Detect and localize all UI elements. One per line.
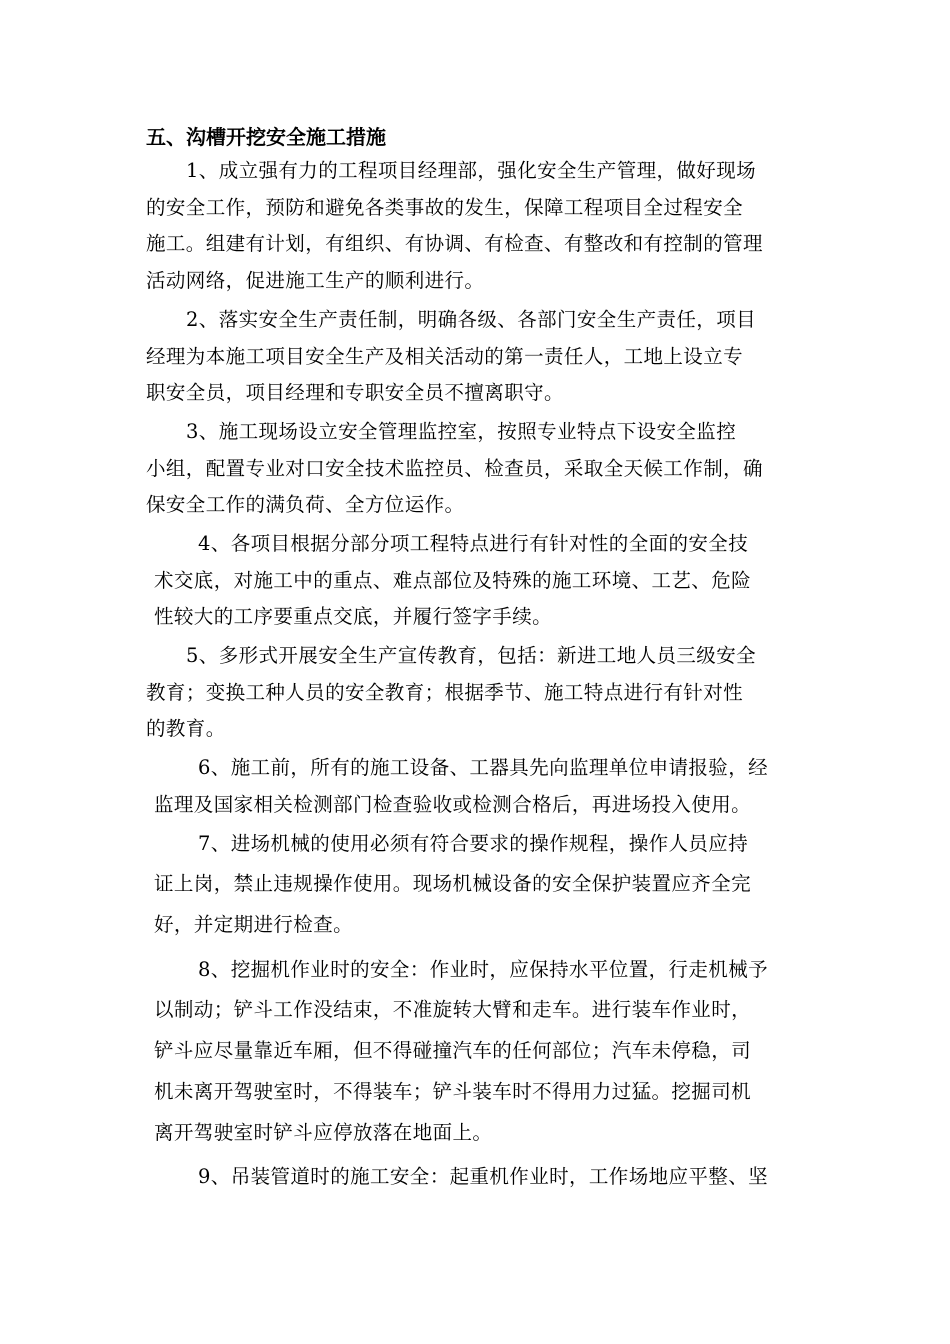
paragraph-1-line-2: 的安全工作，预防和避免各类事故的发生，保障工程项目全过程安全 xyxy=(146,196,744,219)
paragraph-6-line-2: 监理及国家相关检测部门检查验收或检测合格后，再进场投入使用。 xyxy=(154,793,752,816)
paragraph-3-line-1: 3、施工现场设立安全管理监控室，按照专业特点下设安全监控 xyxy=(186,420,737,443)
paragraph-8-line-3: 铲斗应尽量靠近车厢，但不得碰撞汽车的任何部位；汽车未停稳，司 xyxy=(154,1039,752,1062)
paragraph-2-line-1: 2、落实安全生产责任制，明确各级、各部门安全生产责任，项目 xyxy=(186,308,757,331)
paragraph-4-line-3: 性较大的工序要重点交底，并履行签字手续。 xyxy=(154,605,553,628)
paragraph-6-line-1: 6、施工前，所有的施工设备、工器具先向监理单位申请报验，经 xyxy=(198,756,769,779)
paragraph-3-line-2: 小组，配置专业对口安全技术监控员、检查员，采取全天候工作制，确 xyxy=(146,457,763,480)
paragraph-1-line-1: 1、成立强有力的工程项目经理部，强化安全生产管理，做好现场 xyxy=(186,159,757,182)
paragraph-8-line-5: 离开驾驶室时铲斗应停放落在地面上。 xyxy=(154,1121,493,1144)
paragraph-5-line-1: 5、多形式开展安全生产宣传教育，包括：新进工地人员三级安全 xyxy=(186,644,757,667)
paragraph-8-line-1: 8、挖掘机作业时的安全：作业时，应保持水平位置，行走机械予 xyxy=(198,958,769,981)
paragraph-7-line-3: 好，并定期进行检查。 xyxy=(154,913,354,936)
paragraph-7-line-1: 7、进场机械的使用必须有符合要求的操作规程，操作人员应持 xyxy=(198,832,749,855)
section-heading: 五、沟槽开挖安全施工措施 xyxy=(146,125,386,149)
paragraph-1-line-3: 施工。组建有计划，有组织、有协调、有检查、有整改和有控制的管理 xyxy=(146,232,763,255)
paragraph-2-line-3: 职安全员，项目经理和专职安全员不擅离职守。 xyxy=(146,381,564,404)
paragraph-4-line-1: 4、各项目根据分部分项工程特点进行有针对性的全面的安全技 xyxy=(198,532,749,555)
paragraph-9-line-1: 9、吊装管道时的施工安全：起重机作业时，工作场地应平整、坚 xyxy=(198,1165,769,1188)
paragraph-2-line-2: 经理为本施工项目安全生产及相关活动的第一责任人，工地上设立专 xyxy=(146,345,744,368)
paragraph-8-line-4: 机未离开驾驶室时，不得装车；铲斗装车时不得用力过猛。挖掘司机 xyxy=(154,1080,752,1103)
paragraph-8-line-2: 以制动；铲斗工作没结束，不准旋转大臂和走车。进行装车作业时， xyxy=(154,998,752,1021)
paragraph-4-line-2: 术交底，对施工中的重点、难点部位及特殊的施工环境、工艺、危险 xyxy=(154,569,752,592)
paragraph-5-line-3: 的教育。 xyxy=(146,717,226,740)
paragraph-3-line-3: 保安全工作的满负荷、全方位运作。 xyxy=(146,493,465,516)
paragraph-5-line-2: 教育；变换工种人员的安全教育；根据季节、施工特点进行有针对性 xyxy=(146,681,744,704)
paragraph-7-line-2: 证上岗，禁止违规操作使用。现场机械设备的安全保护装置应齐全完 xyxy=(154,872,752,895)
paragraph-1-line-4: 活动网络，促进施工生产的顺利进行。 xyxy=(146,269,485,292)
